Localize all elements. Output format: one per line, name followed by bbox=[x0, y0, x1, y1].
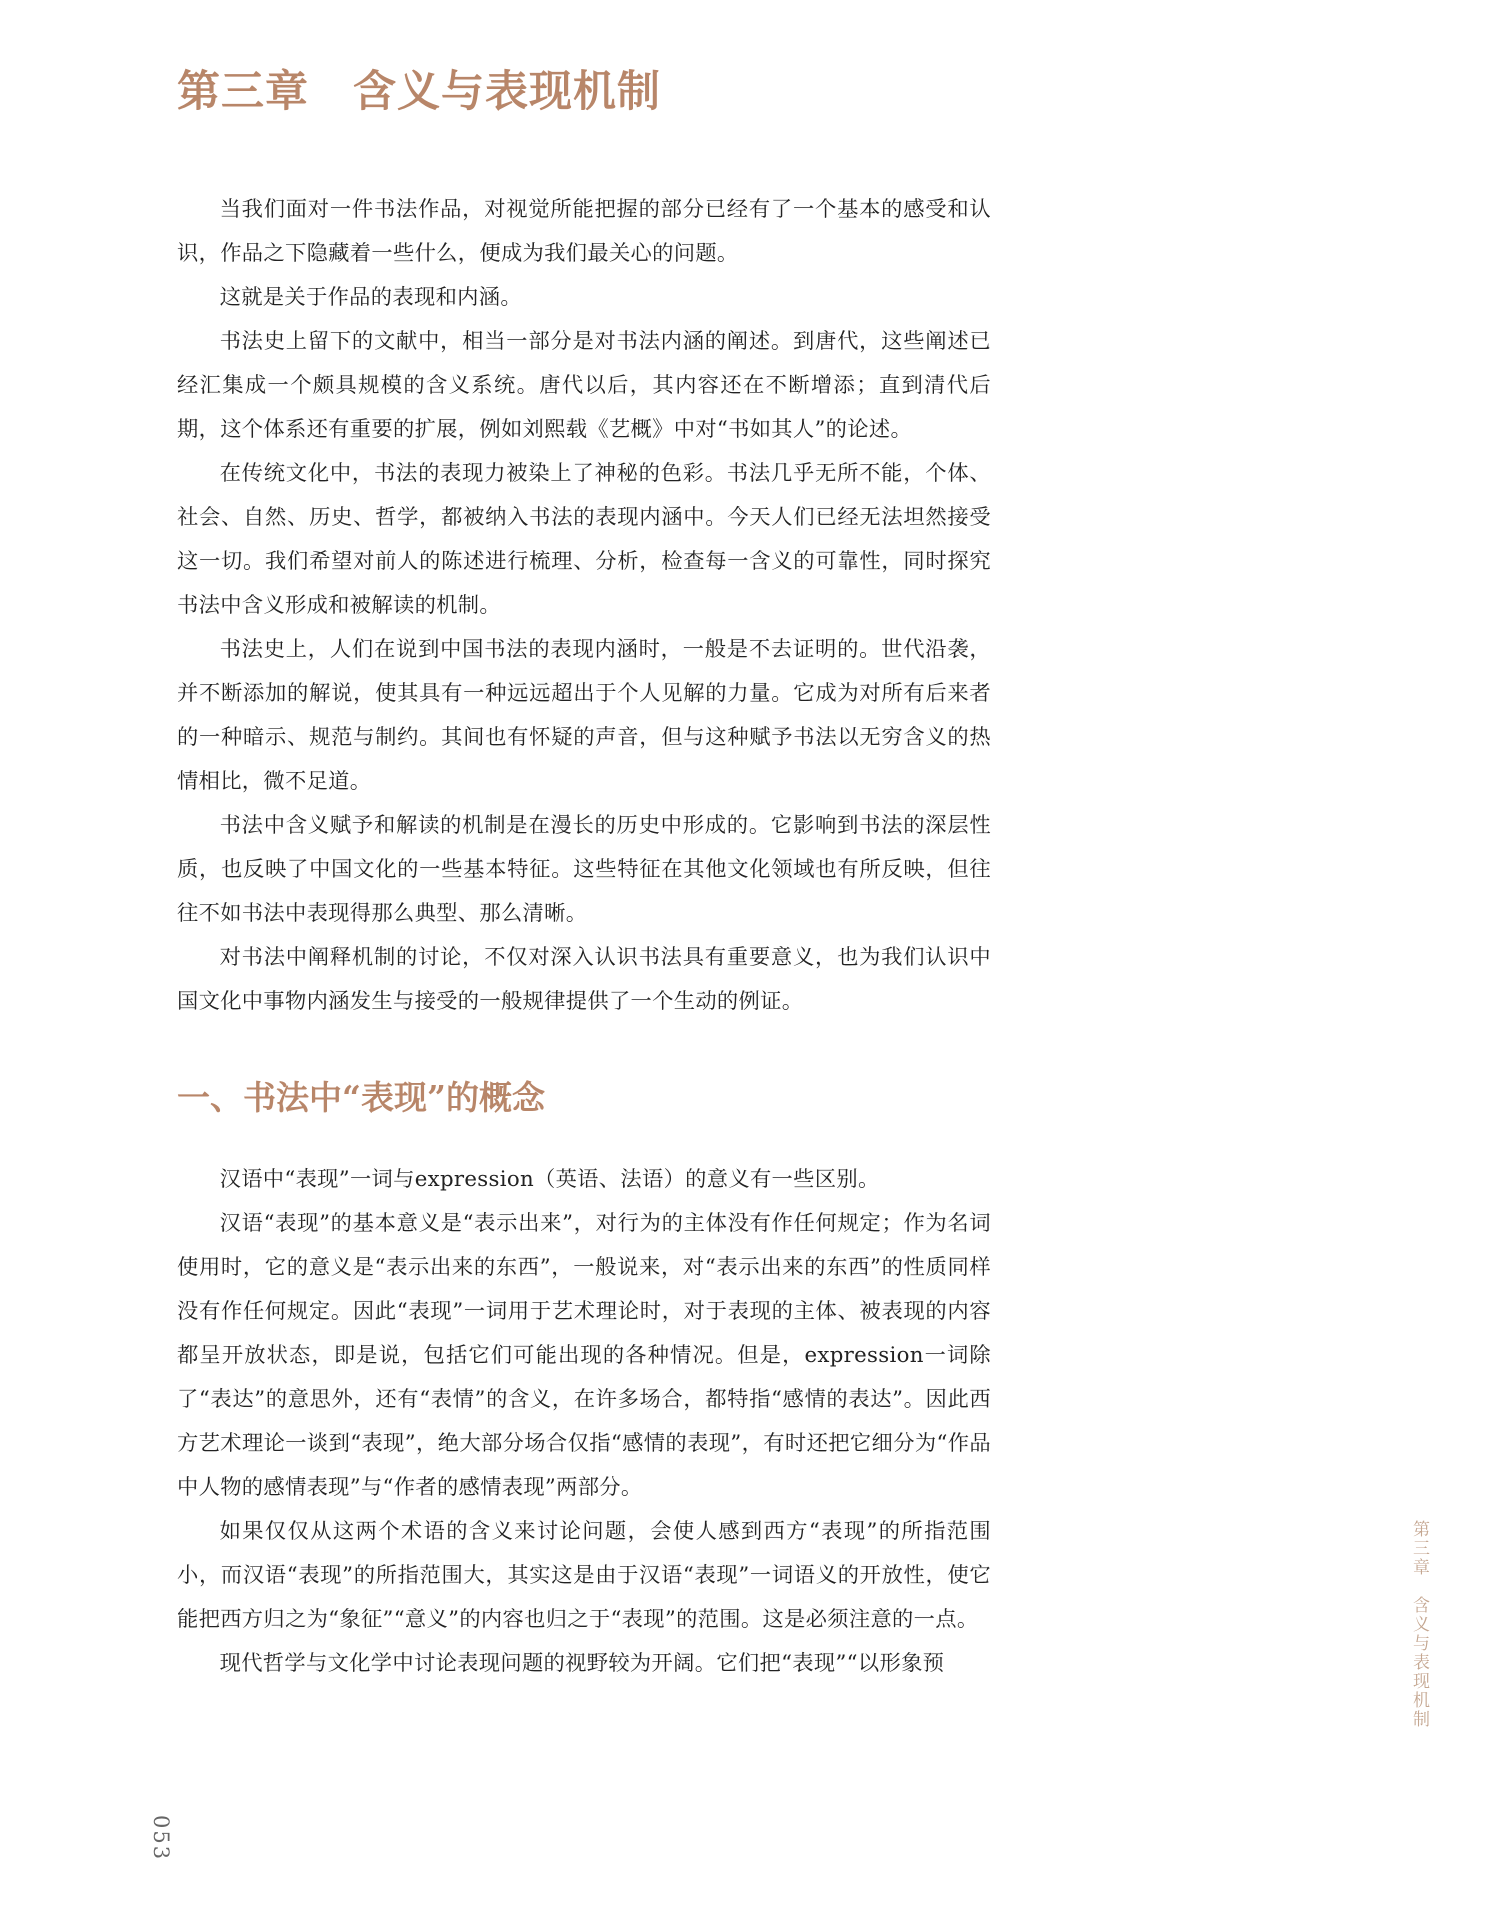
section-text bbox=[177, 1158, 991, 1686]
paragraph: 汉语“表现”的基本意义是“表示出来”，对行为的主体没有作任何规定；作为名词使用时，它的意义是“表示出来的东西”，一般说来，对“表示出来的东西”的性质同样没有作任何规定。因此“表现”一词用于艺术理论时，对于表现的主体、被表现的内容都呈开放状态，即是说，包括它们可能出现的各种情况。但是，expression一词除了“表达”的意思外，还有“表情”的含义，在许多场合，都特指“感情的表达”。因此西方艺术理论一谈到“表现”，绝大部分场合仅指“感情的表现”，有时还把它细分为“作品中人物的感情表现”与“作者的感情表现”两部分。 bbox=[177, 1211, 991, 1500]
section-title: 一、书法中“表现”的概念 bbox=[177, 1078, 545, 1117]
paragraph: 现代哲学与文化学中讨论表现问题的视野较为开阔。它们把“表现”“以形象预 bbox=[219, 1651, 945, 1676]
paragraph: 书法史上留下的文献中，相当一部分是对书法内涵的阐述。到唐代，这些阐述已经汇集成一个颇具规模的含义系统。唐代以后，其内容还在不断增添；直到清代后期，这个体系还有重要的扩展，例如刘熙载《艺概》中对“书如其人”的论述。 bbox=[177, 329, 991, 442]
paragraph: 对书法中阐释机制的讨论，不仅对深入认识书法具有重要意义，也为我们认识中国文化中事物内涵发生与接受的一般规律提供了一个生动的例证。 bbox=[177, 945, 991, 1014]
intro-text bbox=[177, 188, 991, 1024]
chapter-title: 第三章 含义与表现机制 bbox=[177, 67, 661, 117]
paragraph: 书法史上，人们在说到中国书法的表现内涵时，一般是不去证明的。世代沿袭，并不断添加的解说，使其具有一种远远超出于个人见解的力量。它成为对所有后来者的一种暗示、规范与制约。其间也有怀疑的声音，但与这种赋予书法以无穷含义的热情相比，微不足道。 bbox=[177, 637, 991, 794]
paragraph: 汉语中“表现”一词与expression（英语、法语）的意义有一些区别。 bbox=[219, 1167, 880, 1192]
paragraph: 这就是关于作品的表现和内涵。 bbox=[219, 285, 522, 310]
running-head: 第三章 含义与表现机制 bbox=[1409, 1520, 1429, 1729]
paragraph: 如果仅仅从这两个术语的含义来讨论问题，会使人感到西方“表现”的所指范围小，而汉语“表现”的所指范围大，其实这是由于汉语“表现”一词语义的开放性，使它能把西方归之为“象征”“意义”的内容也归之于“表现”的范围。这是必须注意的一点。 bbox=[177, 1519, 991, 1632]
page-number: 053 bbox=[149, 1815, 173, 1862]
paragraph: 在传统文化中，书法的表现力被染上了神秘的色彩。书法几乎无所不能，个体、社会、自然、历史、哲学，都被纳入书法的表现内涵中。今天人们已经无法坦然接受这一切。我们希望对前人的陈述进行梳理、分析，检查每一含义的可靠性，同时探究书法中含义形成和被解读的机制。 bbox=[177, 461, 991, 618]
paragraph: 书法中含义赋予和解读的机制是在漫长的历史中形成的。它影响到书法的深层性质，也反映了中国文化的一些基本特征。这些特征在其他文化领域也有所反映，但往往不如书法中表现得那么典型、那么清晰。 bbox=[177, 813, 991, 926]
paragraph: 当我们面对一件书法作品，对视觉所能把握的部分已经有了一个基本的感受和认识，作品之下隐藏着一些什么，便成为我们最关心的问题。 bbox=[177, 197, 991, 266]
